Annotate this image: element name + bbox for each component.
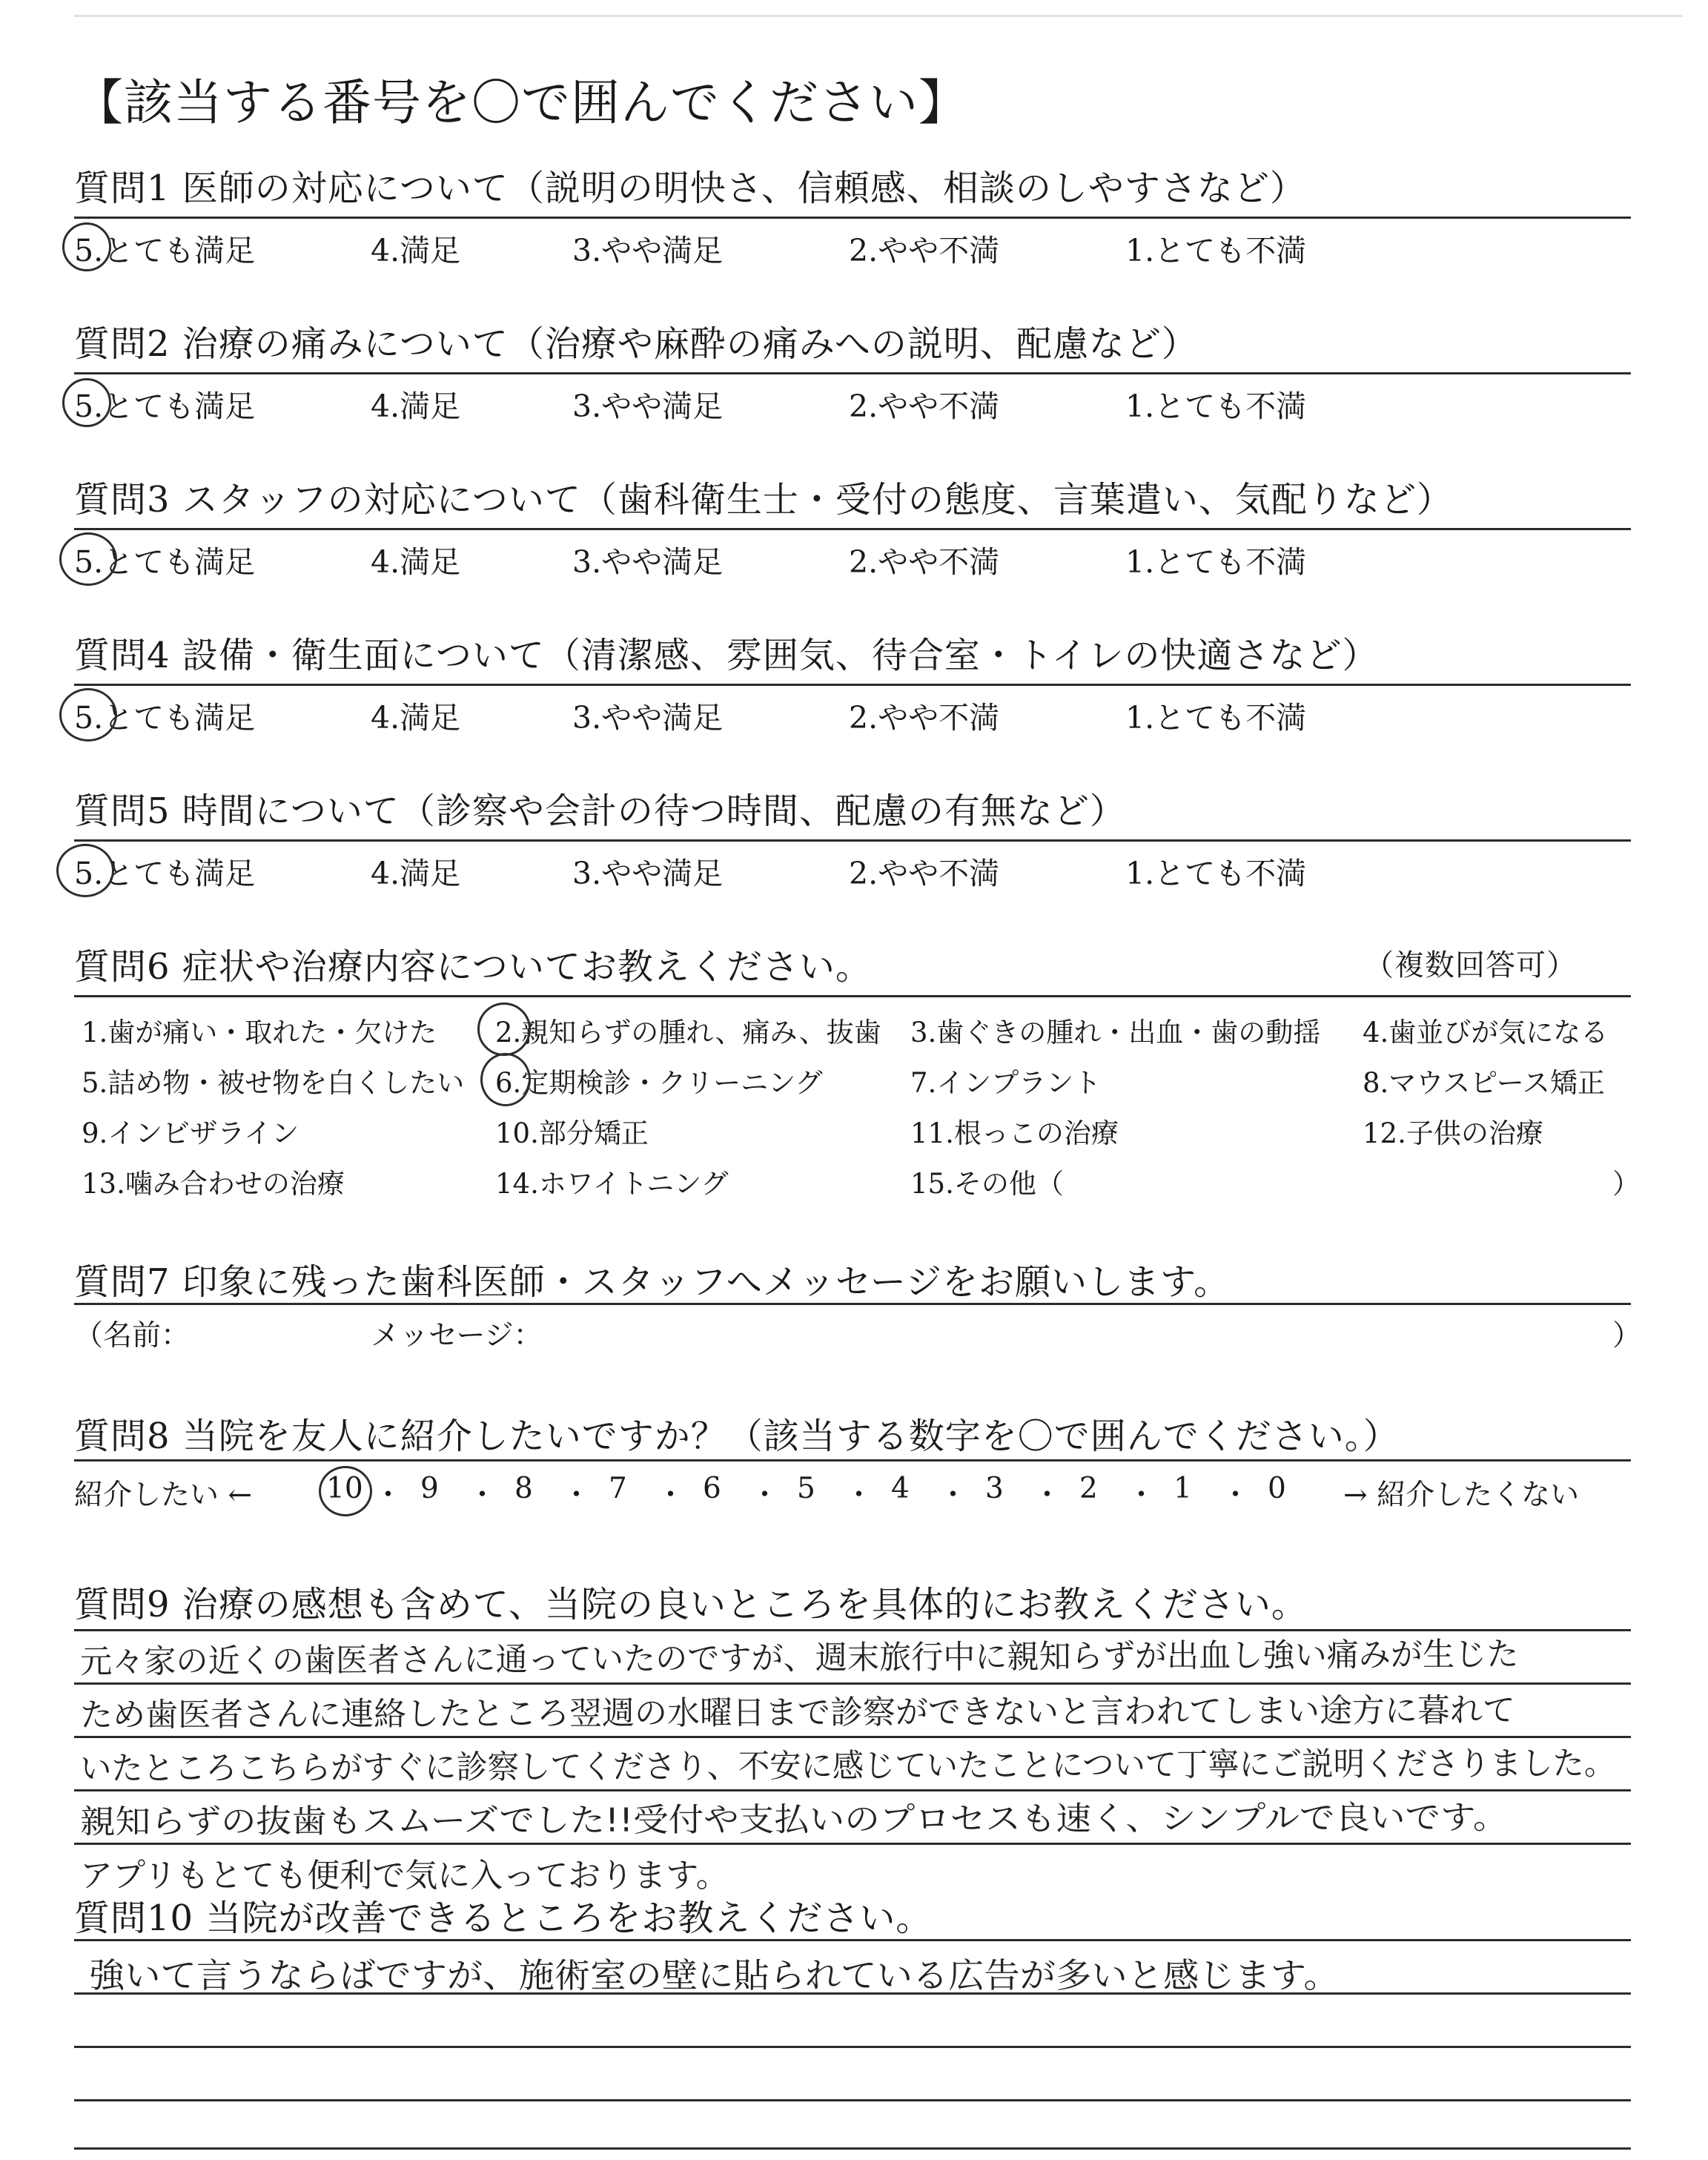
q7-message-label: メッセージ： <box>371 1319 543 1353</box>
question-8-rule <box>74 1459 1631 1462</box>
q4-option-4[interactable]: 4.満足 <box>371 700 461 736</box>
q8-left-label: 紹介したい ← <box>74 1479 253 1512</box>
q2-selection-circle <box>62 378 111 427</box>
q6-option-13[interactable]: 13.噛み合わせの治療 <box>82 1168 345 1200</box>
question-1-label: 質問1 医師の対応について（説明の明快さ、信頼感、相談のしやすさなど） <box>74 168 1306 209</box>
q1-option-5[interactable]: 5.とても満足 <box>74 233 256 268</box>
question-6-note: （複数回答可） <box>1364 948 1577 982</box>
q6-option-12[interactable]: 12.子供の治療 <box>1363 1117 1543 1149</box>
q4-option-3[interactable]: 3.やや満足 <box>572 700 724 736</box>
q6-selection-circle-6 <box>480 1053 531 1106</box>
question-7-label: 質問7 印象に残った歯科医師・スタッフへメッセージをお願いします。 <box>74 1261 1231 1303</box>
q8-scale-value-9[interactable]: 9 <box>420 1472 439 1505</box>
q6-option-8[interactable]: 8.マウスピース矯正 <box>1363 1067 1605 1099</box>
q10-rule-5 <box>74 2147 1631 2150</box>
q2-option-1[interactable]: 1.とても不満 <box>1125 389 1307 424</box>
q6-selection-circle-2 <box>477 1003 531 1056</box>
q5-selection-circle <box>56 844 114 897</box>
question-2-label: 質問2 治療の痛みについて（治療や麻酔の痛みへの説明、配慮など） <box>74 323 1198 365</box>
q3-option-4[interactable]: 4.満足 <box>371 544 461 580</box>
q8-scale-value-2[interactable]: 2 <box>1079 1472 1098 1505</box>
q8-scale-dot: ・ <box>656 1479 686 1512</box>
q8-scale-value-3[interactable]: 3 <box>985 1472 1004 1505</box>
q2-option-4[interactable]: 4.満足 <box>371 389 461 424</box>
q8-scale-value-6[interactable]: 6 <box>703 1472 721 1505</box>
q6-option-4[interactable]: 4.歯並びが気になる <box>1363 1017 1609 1048</box>
q8-scale-dot: ・ <box>468 1479 497 1512</box>
q8-scale-dot: ・ <box>1221 1479 1251 1512</box>
q6-option-2[interactable]: 2.親知らずの腫れ、痛み、抜歯 <box>495 1017 881 1048</box>
q2-option-5[interactable]: 5.とても満足 <box>74 389 256 424</box>
q1-option-4[interactable]: 4.満足 <box>371 233 461 268</box>
q10-rule-3 <box>74 2046 1631 2048</box>
q9-answer-line-3: いたところこちらがすぐに診察してくださり、不安に感じていたことについて丁寧にご説明くださりました。 <box>79 1744 1616 1788</box>
page-top-edge <box>74 15 1683 17</box>
q6-option-11[interactable]: 11.根っこの治療 <box>910 1117 1119 1149</box>
q7-close-paren: ） <box>1612 1319 1642 1353</box>
q6-option-7[interactable]: 7.インプラント <box>910 1067 1102 1099</box>
q6-option-5[interactable]: 5.詰め物・被せ物を白くしたい <box>82 1067 465 1099</box>
q8-scale-value-1[interactable]: 1 <box>1174 1472 1192 1505</box>
q4-option-5[interactable]: 5.とても満足 <box>74 700 256 736</box>
q8-scale-value-10[interactable]: 10 <box>326 1472 363 1505</box>
question-5-label: 質問5 時間について（診察や会計の待つ時間、配慮の有無など） <box>74 790 1126 832</box>
page-title: 【該当する番号を〇で囲んでください】 <box>74 74 968 131</box>
q8-scale-dot: ・ <box>374 1479 403 1512</box>
q3-selection-circle <box>59 532 117 586</box>
question-7-rule <box>74 1303 1631 1305</box>
q9-answer-line-4: 親知らずの抜歯もスムーズでした!!受付や支払いのプロセスも速く、シンプルで良いです。 <box>79 1798 1509 1841</box>
q8-scale-value-5[interactable]: 5 <box>797 1472 815 1505</box>
q6-option-1[interactable]: 1.歯が痛い・取れた・欠けた <box>82 1017 437 1048</box>
q10-rule-4 <box>74 2099 1631 2101</box>
q3-option-3[interactable]: 3.やや満足 <box>572 544 724 580</box>
q8-scale-dot: ・ <box>1033 1479 1062 1512</box>
q9-rule-5 <box>74 1843 1631 1845</box>
q7-name-label: （名前： <box>74 1319 191 1353</box>
question-8-label: 質問8 当院を友人に紹介したいですか？（該当する数字を〇で囲んでください。） <box>74 1416 1400 1457</box>
q10-rule-1 <box>74 1939 1631 1941</box>
q8-scale-value-8[interactable]: 8 <box>514 1472 533 1505</box>
question-4-label: 質問4 設備・衛生面について（清潔感、雰囲気、待合室・トイレの快適さなど） <box>74 635 1379 676</box>
q8-scale-value-4[interactable]: 4 <box>891 1472 910 1505</box>
q8-scale-value-7[interactable]: 7 <box>609 1472 627 1505</box>
q2-option-3[interactable]: 3.やや満足 <box>572 389 724 424</box>
q1-option-2[interactable]: 2.やや不満 <box>849 233 1000 268</box>
q2-option-2[interactable]: 2.やや不満 <box>849 389 1000 424</box>
q8-scale-dot: ・ <box>1127 1479 1156 1512</box>
q5-option-1[interactable]: 1.とても不満 <box>1125 856 1307 891</box>
q9-answer-line-1: 元々家の近くの歯医者さんに通っていたのですが、週末旅行中に親知らずが出血し強い痛みが生じた <box>79 1635 1519 1681</box>
q9-answer-line-2: ため歯医者さんに連絡したところ翌週の水曜日まで診察ができないと言われてしまい途方に暮れて <box>79 1691 1516 1734</box>
q10-answer-line-1: 強いて言うならばですが、施術室の壁に貼られている広告が多いと感じます。 <box>89 1955 1340 1995</box>
q8-scale-dot: ・ <box>750 1479 780 1512</box>
q8-scale-dot: ・ <box>939 1479 968 1512</box>
question-3-label: 質問3 スタッフの対応について（歯科衛生士・受付の態度、言葉遣い、気配りなど） <box>74 479 1453 521</box>
q6-option-14[interactable]: 14.ホワイトニング <box>495 1168 729 1200</box>
question-2-rule <box>74 372 1631 374</box>
q6-option-10[interactable]: 10.部分矯正 <box>495 1117 649 1149</box>
q8-scale-value-0[interactable]: 0 <box>1268 1472 1286 1505</box>
q1-option-1[interactable]: 1.とても不満 <box>1125 233 1307 268</box>
question-4-rule <box>74 684 1631 686</box>
question-6-label: 質問6 症状や治療内容についてお教えください。 <box>74 946 872 988</box>
q6-option-15-close: ） <box>1612 1168 1640 1200</box>
q8-scale-dot: ・ <box>844 1479 874 1512</box>
q5-option-4[interactable]: 4.満足 <box>371 856 461 891</box>
question-5-rule <box>74 839 1631 842</box>
q6-option-15[interactable]: 15.その他（ <box>910 1168 1064 1200</box>
q8-selection-circle <box>319 1466 372 1516</box>
q3-option-2[interactable]: 2.やや不満 <box>849 544 1000 580</box>
question-1-rule <box>74 217 1631 219</box>
q6-option-3[interactable]: 3.歯ぐきの腫れ・出血・歯の動揺 <box>910 1017 1321 1048</box>
q4-selection-circle <box>59 688 117 742</box>
question-6-rule <box>74 995 1631 997</box>
q4-option-2[interactable]: 2.やや不満 <box>849 700 1000 736</box>
q1-selection-circle <box>62 222 111 271</box>
q3-option-1[interactable]: 1.とても不満 <box>1125 544 1307 580</box>
q1-option-3[interactable]: 3.やや満足 <box>572 233 724 268</box>
q8-right-label: → 紹介したくない <box>1343 1479 1580 1512</box>
question-9-label: 質問9 治療の感想も含めて、当院の良いところを具体的にお教えください。 <box>74 1584 1308 1625</box>
question-3-rule <box>74 528 1631 530</box>
q6-option-9[interactable]: 9.インビザライン <box>82 1117 299 1149</box>
question-10-label: 質問10 当院が改善できるところをお教えください。 <box>74 1898 933 1939</box>
q5-option-3[interactable]: 3.やや満足 <box>572 856 724 891</box>
q6-option-6[interactable]: 6.定期検診・クリーニング <box>495 1067 823 1099</box>
q3-option-5[interactable]: 5.とても満足 <box>74 544 256 580</box>
q8-scale-dot: ・ <box>562 1479 592 1512</box>
q4-option-1[interactable]: 1.とても不満 <box>1125 700 1307 736</box>
q5-option-5[interactable]: 5.とても満足 <box>74 856 256 891</box>
q9-answer-line-5: アプリもとても便利で気に入っております。 <box>80 1857 729 1895</box>
q5-option-2[interactable]: 2.やや不満 <box>849 856 1000 891</box>
